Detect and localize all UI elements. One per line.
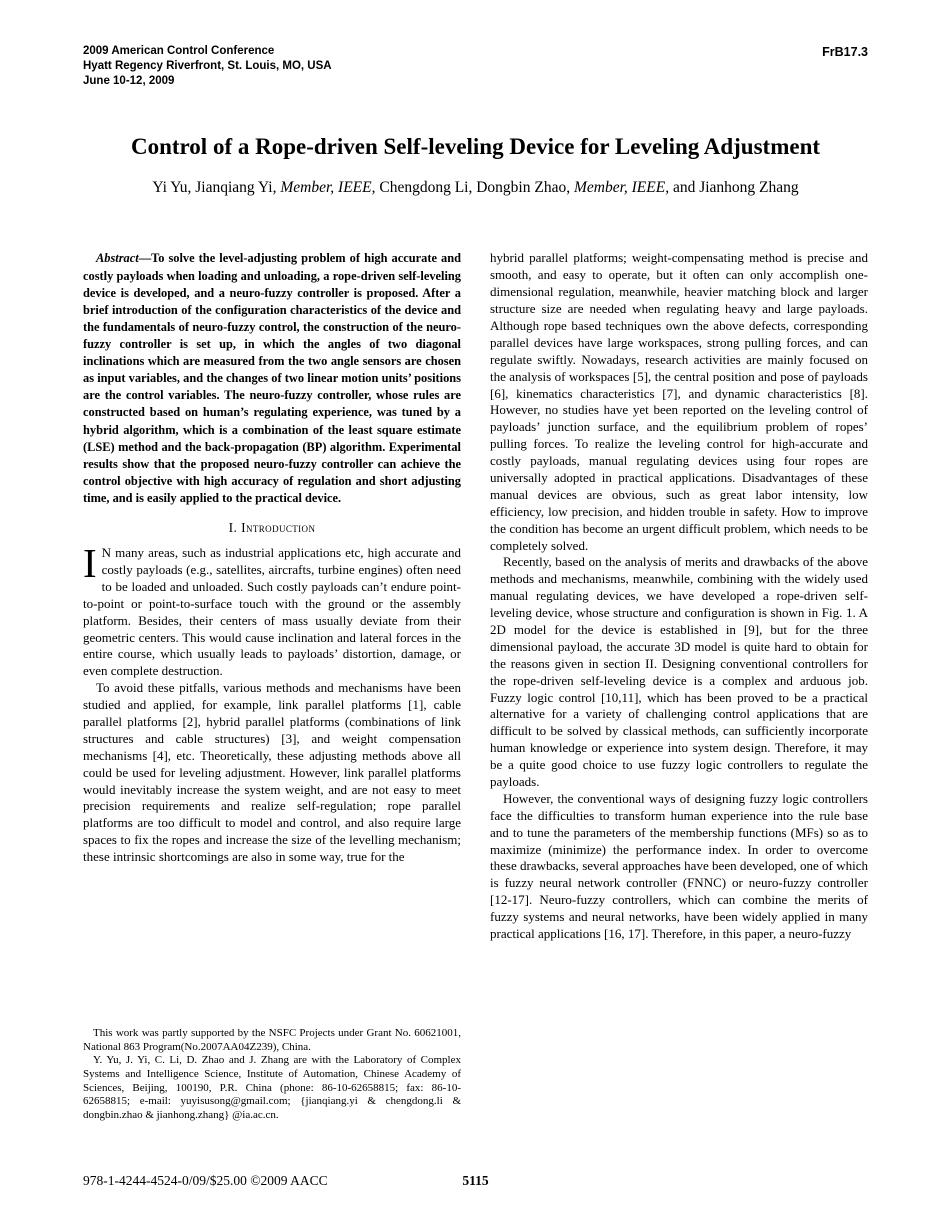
page-header [83, 44, 868, 90]
paper-title: Control of a Rope-driven Self-leveling Device for Leveling Adjustment [130, 133, 821, 159]
author-segment: Yi Yu, Jianqiang Yi, [152, 178, 281, 196]
two-column-body [83, 250, 868, 1126]
intro-paragraph-1-text: N many areas, such as industrial applications etc, high accurate and costly payloads (e.g., satellites, aircrafts, turbine engines) often need to be loaded and unloaded. Such costly payloads can’t endure point-to-point or point-to-surface touch with the ground or the assembly platform. Besides, their centers of mass usually deviate from their geometric centers. This would cause inclination and lateral forces in the entire course, which usually leads to payloads’ distortion, damage, or even complete destruction. [83, 545, 461, 679]
section-heading-introduction: I. Introduction [228, 520, 316, 536]
page-footer [83, 1173, 868, 1189]
page-number: 5115 [462, 1173, 489, 1188]
conference-name: 2009 American Control Conference [83, 45, 275, 57]
author-segment: and Jianhong Zhang [669, 178, 799, 196]
right-paragraph-3: However, the conventional ways of designing fuzzy logic controllers face the difficulties to transform human experience into the rule base and to tune the parameters of the membership functions (MFs) so as to maximize (minimize) the performance index. In order to overcome these drawbacks, several approaches have been developed, one of which is fuzzy neural network controller (FNNC) or neuro-fuzzy controller [12-17]. Neuro-fuzzy controllers, which can combine the merits of fuzzy systems and neural networks, have been widely applied in many practical applications [16, 17]. Therefore, in this paper, a neuro-fuzzy [490, 790, 868, 942]
right-column [490, 250, 868, 1126]
intro-paragraph-1 [83, 540, 461, 680]
conference-info [83, 44, 332, 90]
abstract-paragraph [83, 250, 461, 507]
right-paragraph-1: hybrid parallel platforms; weight-compensating method is precise and smooth, and easy to operate, but it often can only accomplish one-dimensional regulation, meanwhile, heavier matching block and larger structure size are needed when regulating heavy and large payloads. Although rope based techniques own the above defects, corresponding parallel devices have large workspaces, strong pulling forces, and can regulate swiftly. Nowadays, research activities are mainly focused on the analysis of workspaces [5], the central position and pose of payloads [6], kinematics characteristics [7], and dynamic characteristics [8]. However, no studies have yet been reported on the leveling control of payloads’ junction surface, and the equilibrium problem of ropes’ pulling forces. To realize the leveling control for high-accurate and costly payloads, manual regulating devices using four ropes are universally adopted in practical applications. Disadvantages of these manual devices are obvious, such as great labor intensity, low efficiency, low precision, and hidden trouble in safety. How to improve the condition has become an urgent difficult problem, which needs to be completely solved. [490, 250, 868, 553]
conference-dates: June 10-12, 2009 [83, 75, 175, 88]
footnote-funding: This work was partly supported by the NSFC Projects under Grant No. 60621001, National 863 Program(No.2007AA04Z239), China. [83, 1027, 461, 1053]
footnote-block [83, 1027, 461, 1126]
author-segment: , Chengdong Li, Dongbin Zhao, [371, 178, 574, 196]
intro-paragraph-2: To avoid these pitfalls, various methods and mechanisms have been studied and applied, for example, link parallel platforms [1], cable parallel platforms [2], hybrid parallel platforms (combinations of link structures and cable structures) [3], and weight compensation mechanisms [4], etc. Theoretically, these adjusting methods above all could be used for leveling adjustment. However, link parallel platforms would inevitably increase the system weight, and are not easy to meet precision requirements and realize self-regulation; rope parallel platforms are too difficult to model and control, and also require large spaces to fix the ropes and increase the size of the levelling mechanism; these intrinsic shortcomings are also in some way, true for the [83, 680, 461, 865]
conference-venue: Hyatt Regency Riverfront, St. Louis, MO, USA [83, 60, 332, 73]
abstract-text: —To solve the level-adjusting problem of high accurate and costly payloads when loading and unloading, a rope-driven self-leveling device is developed, and a neuro-fuzzy controller is proposed. After a brief introduction of the configuration characteristics of the device and the fundamentals of neuro-fuzzy control, the construction of the neuro-fuzzy controller is set up, in which the angles of two diagonal inclinations which are measured from the two angle sensors are chosen as input variables, and the changes of two linear motion units’ positions are the control variables. The neuro-fuzzy controller, whose rules are constructed based on human’s regulating experience, was tuned by a hybrid algorithm, which is a combination of the least square estimate (LSE) method and the back-propagation (BP) algorithm. Experimental results show that the proposed neuro-fuzzy controller can achieve the control objective with high accuracy of regulation and short adjusting time, and is easily applied to the practical device. [83, 251, 461, 505]
left-column [83, 250, 461, 1126]
abstract-label: Abstract [96, 251, 139, 266]
author-affiliation-italic: Member, IEEE, [573, 178, 670, 196]
footnote-affiliation: Y. Yu, J. Yi, C. Li, D. Zhao and J. Zhang are with the Laboratory of Complex Systems and Intelligence Science, Institute of Automation, Chinese Academy of Sciences, Beijing, 100190, P.R. China (phone: 86-10-62658815; fax: 86-10-62658815; e-mail: yuyisusong@gmail.com; {jianqiang.yi & chengdong.li & dongbin.zhao & jianhong.zhang} @ia.ac.cn. [83, 1054, 461, 1121]
dropcap-letter: I [83, 540, 97, 587]
author-affiliation-italic: Member, IEEE [280, 178, 372, 196]
session-code: FrB17.3 [822, 45, 868, 59]
author-line [148, 178, 803, 198]
right-paragraph-2: Recently, based on the analysis of merits and drawbacks of the above methods and mechanisms, meanwhile, combining with the widely used manual regulating devices, we have developed a rope-driven self-leveling device, whose structure and configuration is shown in Fig. 1. A 2D model for the device is established in [9], but for the three dimensional payload, the accurate 3D model is quite hard to obtain for the reasons given in section II. Designing conventional controllers for the rope-driven self-leveling device is a complex and arduous job. Fuzzy logic control [10,11], which has been proved to be a practical alternative for a variety of challenging control applications that are difficult to be solved by classical methods, can sufficiently incorporate human knowledge or experience into system design. Therefore, it may be a quite good choice to use fuzzy logic controllers to regulate the payloads. [490, 554, 868, 790]
copyright-line: 978-1-4244-4524-0/09/$25.00 ©2009 AACC [83, 1173, 328, 1188]
